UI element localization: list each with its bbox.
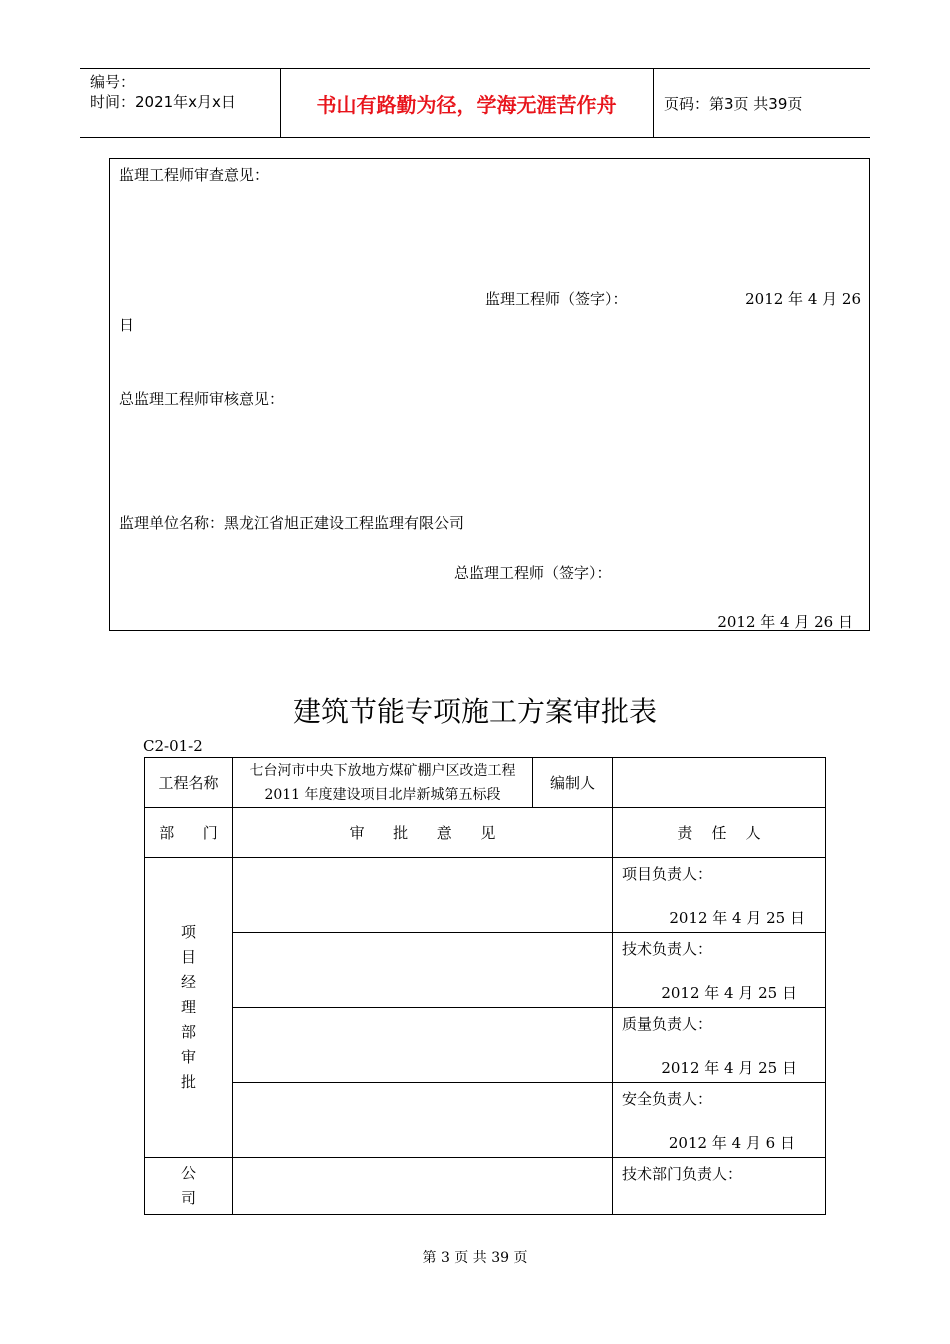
page-footer: 第 3 页 共 39 页 <box>422 1250 528 1266</box>
responsible-label: 安全负责人： <box>622 1090 713 1108</box>
project-name-value <box>233 758 533 808</box>
opinion-cell <box>233 1008 613 1083</box>
responsible-cell <box>613 858 826 933</box>
dept-char: 理 <box>180 998 196 1016</box>
chief-signature-label: 总监理工程师（签字）： <box>454 564 612 582</box>
responsible-label: 质量负责人： <box>622 1015 713 1033</box>
responsible-date: 2012 年 4 月 6 日 <box>668 1134 795 1152</box>
dept-char: 司 <box>180 1189 196 1207</box>
chief-date: 2012 年 4 月 26 日 <box>717 613 853 631</box>
table-header-row <box>145 808 826 858</box>
table-row <box>145 758 826 808</box>
project-name-line2: 2011 年度建设项目北岸新城第五标段 <box>264 786 501 803</box>
responsible-cell <box>613 1083 826 1158</box>
dept-char: 批 <box>180 1073 196 1091</box>
dept-char: 公 <box>180 1164 196 1182</box>
approval-table <box>144 757 826 1215</box>
opinion-cell <box>233 1083 613 1158</box>
engineer-opinion-label: 监理工程师审查意见： <box>119 166 270 184</box>
company-responsible-label: 技术部门负责人： <box>622 1165 743 1183</box>
engineer-signature-label: 监理工程师（签字）： <box>485 290 628 308</box>
engineer-date: 2012 年 4 月 26 <box>745 290 861 308</box>
responsible-cell <box>613 1158 826 1215</box>
project-name-line1: 七台河市中央下放地方煤矿棚户区改造工程 <box>249 762 516 779</box>
header-page-info: 页码：第3页 共39页 <box>664 94 803 113</box>
dept-char: 项 <box>180 923 196 941</box>
responsible-cell <box>613 933 826 1008</box>
project-name-label: 工程名称 <box>145 758 233 808</box>
form-title: 建筑节能专项施工方案审批表 <box>292 695 657 728</box>
responsible-header: 责 任 人 <box>613 808 826 858</box>
form-code: C2-01-2 <box>143 737 203 755</box>
responsible-date: 2012 年 4 月 25 日 <box>669 909 805 927</box>
dept-company <box>145 1158 233 1215</box>
dept-char: 审 <box>180 1048 196 1066</box>
dept-project-manager <box>145 858 233 1158</box>
header-meta <box>80 69 281 137</box>
opinion-cell <box>233 1158 613 1215</box>
table-row <box>145 858 826 933</box>
supervision-unit-name: 监理单位名称：黑龙江省旭正建设工程监理有限公司 <box>119 514 465 532</box>
dept-char: 部 <box>180 1023 196 1041</box>
responsible-cell <box>613 1008 826 1083</box>
chief-opinion-label: 总监理工程师审核意见： <box>119 390 285 408</box>
responsible-label: 技术负责人： <box>622 940 713 958</box>
table-row <box>145 933 826 1008</box>
compiler-value <box>613 758 826 808</box>
supervision-review-box <box>109 158 870 631</box>
compiler-label: 编制人 <box>533 758 613 808</box>
engineer-date-day: 日 <box>119 316 135 334</box>
table-row <box>145 1008 826 1083</box>
responsible-label: 项目负责人： <box>622 865 713 883</box>
responsible-date: 2012 年 4 月 25 日 <box>661 984 797 1002</box>
opinion-cell <box>233 858 613 933</box>
header-motto: 书山有路勤为径，学海无涯苦作舟 <box>280 69 654 137</box>
table-row <box>145 1083 826 1158</box>
dept-char: 经 <box>180 973 196 991</box>
dept-char: 目 <box>180 948 196 966</box>
opinion-header: 审 批 意 见 <box>233 808 613 858</box>
page-header <box>80 68 870 138</box>
opinion-cell <box>233 933 613 1008</box>
table-row <box>145 1158 826 1215</box>
responsible-date: 2012 年 4 月 25 日 <box>661 1059 797 1077</box>
doc-number-label: 编号： <box>90 73 136 91</box>
dept-header: 部 门 <box>145 808 233 858</box>
doc-time-label: 时间：2021年x月x日 <box>90 93 236 111</box>
